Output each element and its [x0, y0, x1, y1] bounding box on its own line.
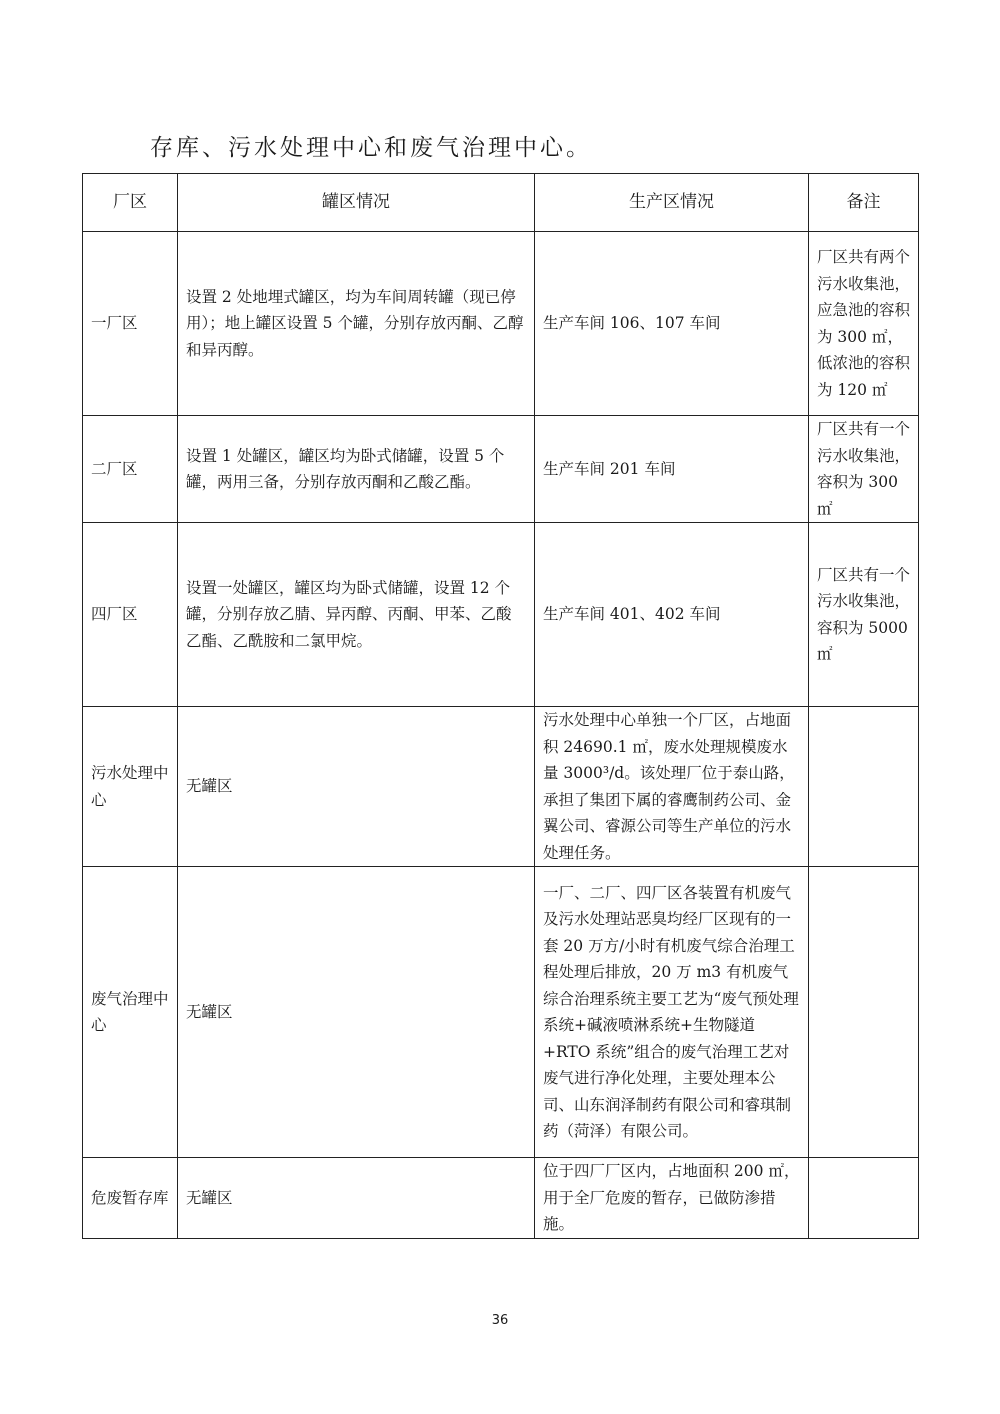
cell-area: 危废暂存库 — [83, 1158, 178, 1239]
table-row — [83, 232, 919, 416]
cell-area: 一厂区 — [83, 232, 178, 416]
plant-area-table — [82, 173, 919, 1239]
cell-area: 废气治理中心 — [83, 867, 178, 1158]
cell-area: 污水处理中心 — [83, 707, 178, 867]
intro-text: 存库、污水处理中心和废气治理中心。 — [150, 135, 592, 161]
cell-production: 位于四厂厂区内，占地面积 200 ㎡，用于全厂危废的暂存，已做防渗措施。 — [535, 1158, 809, 1239]
table-row — [83, 1158, 919, 1239]
cell-note: 厂区共有一个污水收集池，容积为 300 ㎡ — [809, 416, 919, 523]
cell-note: 厂区共有两个污水收集池，应急池的容积为 300 ㎡，低浓池的容积为 120 ㎡ — [809, 232, 919, 416]
table-row — [83, 867, 919, 1158]
cell-tank: 无罐区 — [178, 1158, 535, 1239]
cell-production: 生产车间 106、107 车间 — [535, 232, 809, 416]
cell-tank: 设置 2 处地埋式罐区，均为车间周转罐（现已停用）；地上罐区设置 5 个罐，分别存放丙酮、乙醇和异丙醇。 — [178, 232, 535, 416]
table-row — [83, 523, 919, 707]
header-production: 生产区情况 — [535, 174, 809, 232]
cell-production: 生产车间 201 车间 — [535, 416, 809, 523]
cell-tank: 无罐区 — [178, 707, 535, 867]
header-area: 厂区 — [83, 174, 178, 232]
cell-production: 生产车间 401、402 车间 — [535, 523, 809, 707]
cell-production: 污水处理中心单独一个厂区，占地面积 24690.1 ㎡，废水处理规模废水量 3000³/d。该处理厂位于泰山路，承担了集团下属的睿鹰制药公司、金翼公司、睿源公司等生产单位的污水处理任务。 — [535, 707, 809, 867]
table-row — [83, 707, 919, 867]
table-row — [83, 416, 919, 523]
header-note: 备注 — [809, 174, 919, 232]
page-number: 36 — [491, 1313, 509, 1328]
cell-note — [809, 707, 919, 867]
cell-tank: 设置 1 处罐区，罐区均为卧式储罐，设置 5 个罐，两用三备，分别存放丙酮和乙酸乙酯。 — [178, 416, 535, 523]
cell-note — [809, 1158, 919, 1239]
cell-note — [809, 867, 919, 1158]
cell-tank: 设置一处罐区，罐区均为卧式储罐，设置 12 个罐，分别存放乙腈、异丙醇、丙酮、甲苯、乙酸乙酯、乙酰胺和二氯甲烷。 — [178, 523, 535, 707]
table-header-row — [83, 174, 919, 232]
cell-note: 厂区共有一个污水收集池，容积为 5000 ㎡ — [809, 523, 919, 707]
header-tank: 罐区情况 — [178, 174, 535, 232]
cell-production: 一厂、二厂、四厂区各装置有机废气及污水处理站恶臭均经厂区现有的一套 20 万方/小时有机废气综合治理工程处理后排放，20 万 m3 有机废气综合治理系统主要工艺为“废气预处理系统+碱液喷淋系统+生物隧道+RTO 系统”组合的废气治理工艺对废气进行净化处理，主要处理本公司、山东润泽制药有限公司和睿琪制药（菏泽）有限公司。 — [535, 867, 809, 1158]
cell-tank: 无罐区 — [178, 867, 535, 1158]
cell-area: 二厂区 — [83, 416, 178, 523]
cell-area: 四厂区 — [83, 523, 178, 707]
